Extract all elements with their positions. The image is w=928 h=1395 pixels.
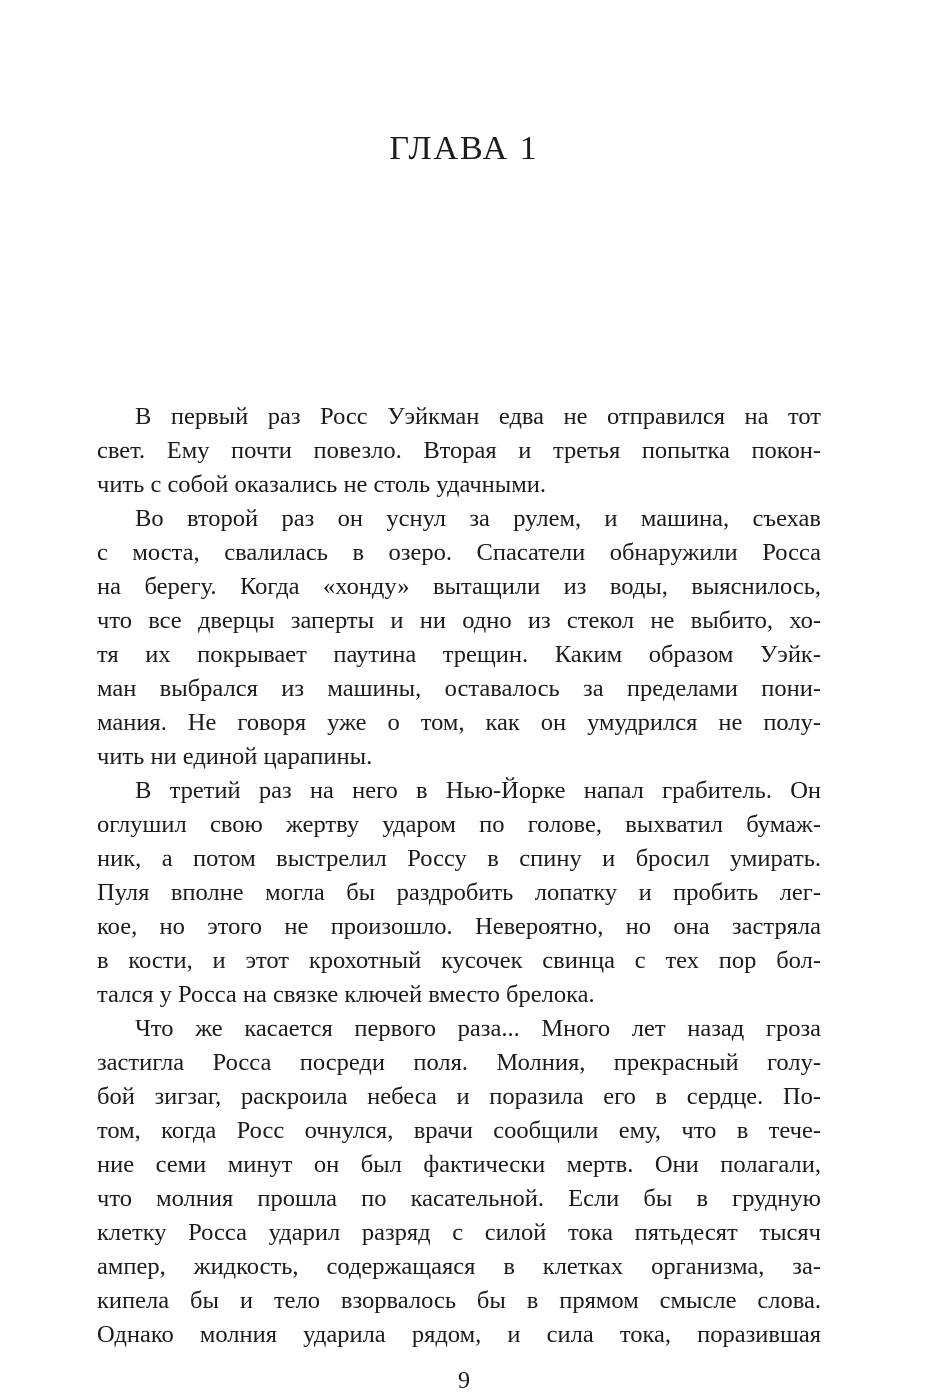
text-line: чить с собой оказались не столь удачными.	[97, 471, 546, 498]
text-line: чить ни единой царапины.	[97, 743, 373, 770]
text-line: В первый раз Росс Уэйкман едва не отправился на тот	[135, 403, 821, 430]
text-line: кипела бы и тело взорвалось бы в прямом смысле слова.	[97, 1287, 821, 1314]
text-line: в кости, и этот крохотный кусочек свинца с тех пор бол-	[97, 947, 821, 974]
text-line: оглушил свою жертву ударом по голове, выхватил бумаж-	[97, 811, 821, 838]
text-line: бой зигзаг, раскроила небеса и поразила его в сердце. По-	[97, 1083, 821, 1110]
text-line: застигла Росса посреди поля. Молния, прекрасный голу-	[97, 1049, 821, 1076]
text-line: что молния прошла по касательной. Если бы в грудную	[97, 1185, 821, 1212]
chapter-title: ГЛАВА 1	[389, 130, 539, 167]
text-line: тя их покрывает паутина трещин. Каким образом Уэйк-	[97, 641, 821, 668]
text-line: что все дверцы заперты и ни одно из стекол не выбито, хо-	[97, 607, 821, 634]
text-line: ние семи минут он был фактически мертв. Они полагали,	[97, 1151, 821, 1178]
text-line: том, когда Росс очнулся, врачи сообщили ему, что в тече-	[97, 1117, 821, 1144]
text-line: на берегу. Когда «хонду» вытащили из воды, выяснилось,	[97, 573, 821, 600]
page-number: 9	[458, 1368, 470, 1394]
text-line: мания. Не говоря уже о том, как он умудрился не полу-	[97, 709, 821, 736]
text-line: кое, но этого не произошло. Невероятно, но она застряла	[97, 913, 821, 940]
text-line: с моста, свалилась в озеро. Спасатели обнаружили Росса	[97, 539, 821, 566]
text-line: клетку Росса ударил разряд с силой тока пятьдесят тысяч	[97, 1219, 821, 1246]
text-line: тался у Росса на связке ключей вместо брелока.	[97, 981, 595, 1008]
text-line: ампер, жидкость, содержащаяся в клетках организма, за-	[97, 1253, 821, 1280]
text-line: свет. Ему почти повезло. Вторая и третья попытка покон-	[97, 437, 821, 464]
text-line: ник, а потом выстрелил Россу в спину и бросил умирать.	[97, 845, 821, 872]
text-line: В третий раз на него в Нью-Йорке напал грабитель. Он	[135, 777, 821, 804]
text-line: Однако молния ударила рядом, и сила тока, поразившая	[97, 1321, 821, 1348]
text-line: Во второй раз он уснул за рулем, и машина, съехав	[135, 505, 821, 532]
text-line: ман выбрался из машины, оставалось за пределами пони-	[97, 675, 821, 702]
text-line: Пуля вполне могла бы раздробить лопатку и пробить лег-	[97, 879, 821, 906]
chapter-text	[97, 400, 821, 1352]
text-line: Что же касается первого раза... Много лет назад гроза	[135, 1015, 821, 1042]
